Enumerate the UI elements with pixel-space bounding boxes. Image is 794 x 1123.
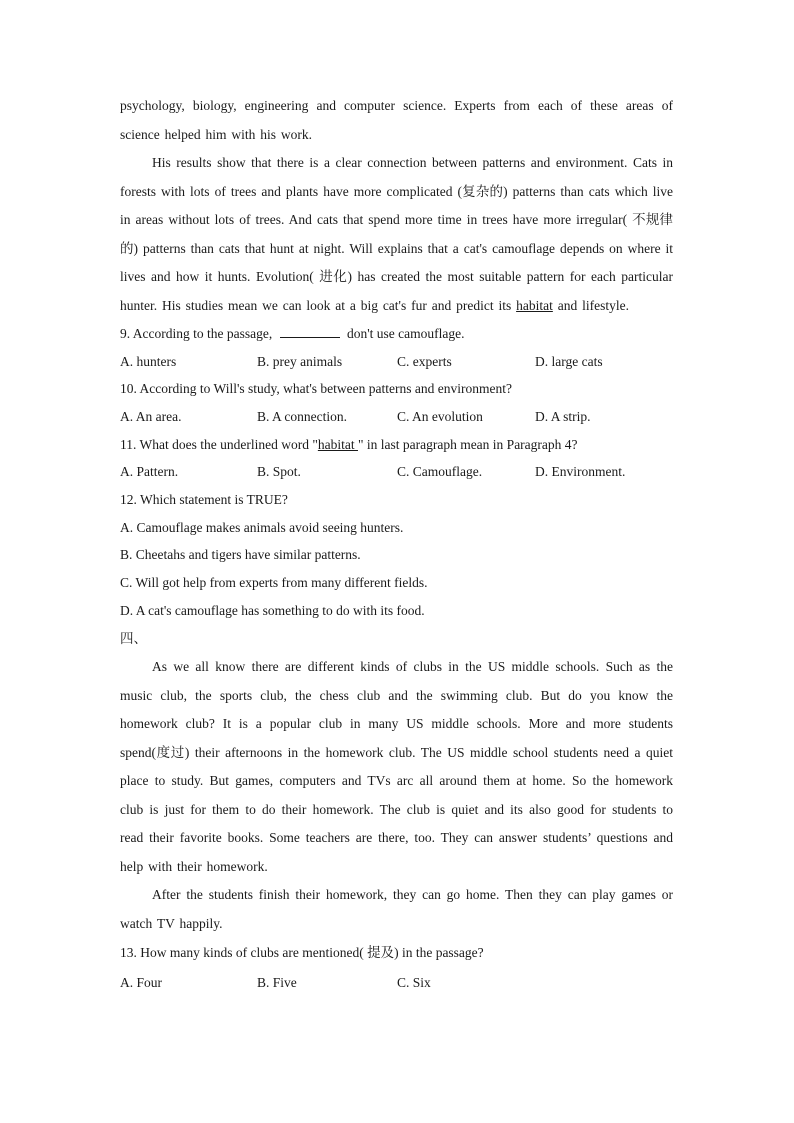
passage-paragraph-results — [120, 149, 673, 320]
option-a: A. Camouflage makes animals avoid seeing hunters. — [120, 519, 404, 535]
underlined-word-habitat: habitat — [317, 436, 358, 452]
question-stem: 11. What does the underlined word " — [120, 436, 318, 452]
paragraph-text: His results show that there is a clear connection between patterns and environment. Cats in forests with lots of trees and plants have more complicated (复杂的) patterns than cats which live in areas without lots of trees. And cats that spend more time in trees have more irregular( 不规律的) patterns than cats that hunt at night. Will explains that a cat's camouflage depends on where it lives and how it hunts. Evolution( 进化) has created the most suitable pattern for each particular hunter. His studies mean we can look at a big cat's fur and predict its — [120, 155, 673, 313]
option-b: B. prey animals — [257, 353, 343, 369]
option-d: D. A cat's camouflage has something to do with its food. — [120, 602, 425, 618]
passage-paragraph-continued: psychology, biology, engineering and computer science. Experts from each of these areas of science helped him with his work. — [120, 98, 673, 142]
question-13-options — [120, 968, 673, 998]
underlined-word-habitat: habitat — [516, 297, 553, 313]
option-d: D. A strip. — [535, 408, 591, 424]
option-c: C. experts — [397, 353, 452, 369]
option-c: C. Six — [397, 975, 431, 991]
option-d: D. large cats — [535, 353, 603, 369]
document-page — [120, 92, 673, 998]
option-c: C. Camouflage. — [397, 464, 483, 480]
question-13: 13. How many kinds of clubs are mentioned( 提及) in the passage? — [120, 945, 484, 961]
question-10: 10. According to Will's study, what's between patterns and environment? — [120, 381, 512, 397]
question-10-options — [120, 403, 673, 431]
question-9-options — [120, 348, 673, 376]
option-c: C. Will got help from experts from many different fields. — [120, 574, 428, 590]
paragraph-text-end: and lifestyle. — [552, 297, 629, 313]
answer-blank — [280, 325, 340, 338]
question-12: 12. Which statement is TRUE? — [120, 492, 288, 508]
option-b: B. Cheetahs and tigers have similar patterns. — [120, 547, 361, 563]
passage-paragraph-clubs: As we all know there are different kinds of clubs in the US middle schools. Such as the music club, the sports club, the chess club and the swimming club. But do you know the homework club? It is a popular club in many US middle schools. More and more students spend(度过) their afternoons in the homework club. The US middle school students need a quiet place to study. But games, computers and TVs arc all around them at home. So the homework club is just for them to do their homework. The club is quiet and its also good for students to read their favorite books. Some teachers are there, too. They can answer students’ questions and help with their homework. — [120, 659, 673, 874]
section-heading: 四、 — [120, 631, 147, 647]
passage-paragraph-after: After the students finish their homework, they can go home. Then they can play games or watch TV happily. — [120, 887, 673, 931]
option-b: B. Five — [257, 975, 297, 991]
option-a: A. Four — [120, 975, 163, 991]
option-b: B. A connection. — [257, 408, 347, 424]
question-stem: 9. According to the passage, — [120, 326, 276, 341]
option-d: D. Environment. — [535, 464, 626, 480]
question-stem-end: " in last paragraph mean in Paragraph 4? — [357, 436, 578, 452]
question-11-options — [120, 458, 673, 486]
question-9 — [120, 320, 673, 348]
option-a: A. hunters — [120, 353, 177, 369]
option-a: A. Pattern. — [120, 464, 179, 480]
option-a: A. An area. — [120, 408, 182, 424]
option-c: C. An evolution — [397, 408, 483, 424]
question-11 — [120, 431, 673, 459]
question-stem-end: don't use camouflage. — [343, 326, 465, 341]
option-b: B. Spot. — [257, 464, 301, 480]
